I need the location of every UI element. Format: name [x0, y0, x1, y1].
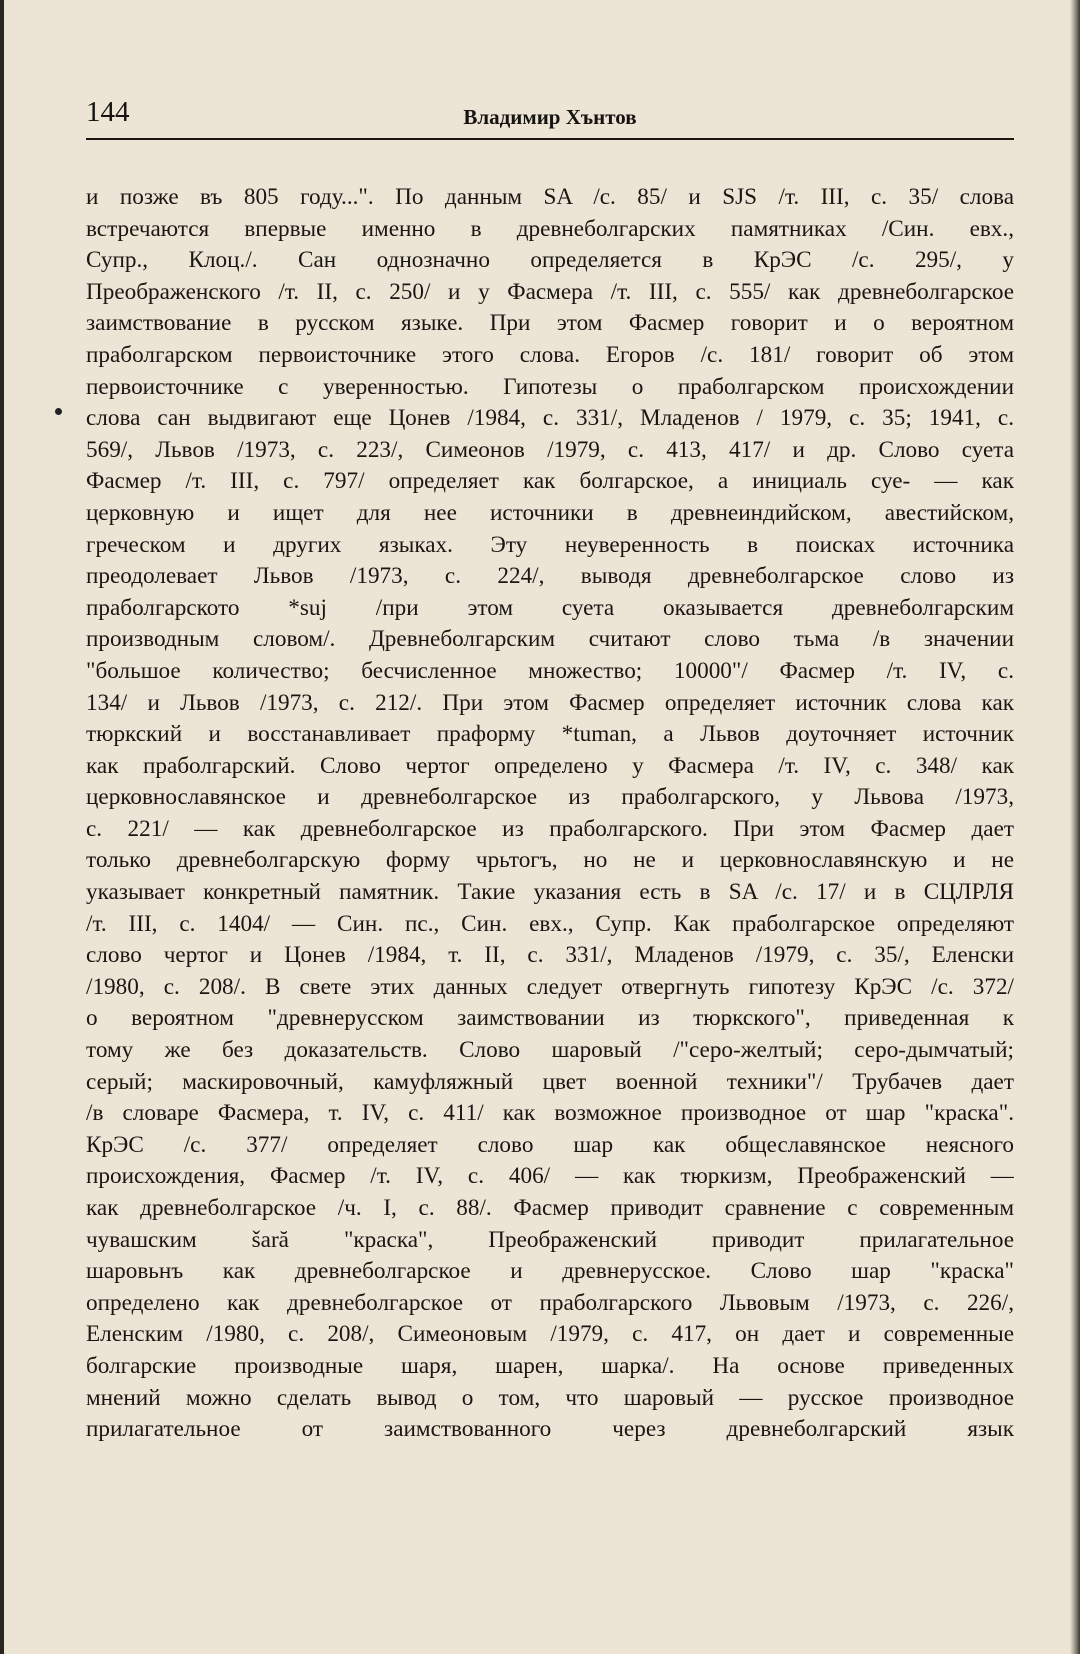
- page-left-edge: [0, 0, 4, 1654]
- page-header: [86, 92, 1014, 140]
- text-line: преодолевает Львов /1973, с. 224/, выводя древнеболгарское слово из: [86, 563, 1014, 590]
- text-line: как праболгарский. Слово чертог определено у Фасмера /т. IV, с. 348/ как: [86, 752, 1014, 779]
- text-line: встречаются впервые именно в древнеболгарских памятниках /Син. евх.,: [86, 215, 1014, 242]
- page-right-edge: [1070, 0, 1080, 1654]
- text-line: серый; маскировочный, камуфляжный цвет военной техники"/ Трубачев дает: [86, 1068, 1014, 1095]
- text-line: слова сан выдвигают еще Цонев /1984, с. 331/, Младенов / 1979, с. 35; 1941, с.: [86, 405, 1014, 432]
- text-line: слово чертог и Цонев /1984, т. II, с. 331/, Младенов /1979, с. 35/, Еленски: [86, 942, 1014, 969]
- text-line: шаровьнъ как древнеболгарское и древнерусское. Слово шар "краска": [86, 1258, 1014, 1285]
- text-line: Преображенского /т. II, с. 250/ и у Фасмера /т. III, с. 555/ как древнеболгарское: [86, 278, 1014, 305]
- text-line: церковнославянское и древнеболгарское из праболгарского, у Львова /1973,: [86, 784, 1014, 811]
- text-line: тюркский и восстанавливает праформу *tuman, а Львов доуточняет источник: [86, 721, 1014, 748]
- text-line: церковную и ищет для нее источники в древнеиндийском, авестийском,: [86, 499, 1014, 526]
- text-line: греческом и других языках. Эту неуверенность в поисках источника: [86, 531, 1014, 558]
- running-head: Владимир Хънтов: [463, 105, 637, 129]
- text-line: Еленским /1980, с. 208/, Симеоновым /1979, с. 417, он дает и современные: [86, 1321, 1014, 1348]
- text-line: производным словом/. Древнеболгарским считают слово тьма /в значении: [86, 626, 1014, 653]
- text-line: о вероятном "древнерусском заимствовании из тюркского", приведенная к: [86, 1005, 1014, 1032]
- text-line: /т. III, с. 1404/ — Син. пс., Син. евх., Супр. Как праболгарское определяют: [86, 910, 1014, 937]
- text-line: болгарские производные шаря, шарен, шарка/. На основе приведенных: [86, 1352, 1014, 1379]
- text-line: происхождения, Фасмер /т. IV, с. 406/ — как тюркизм, Преображенский —: [86, 1163, 1014, 1190]
- text-line: определено как древнеболгарское от праболгарского Львовым /1973, с. 226/,: [86, 1289, 1014, 1316]
- text-line: КрЭС /с. 377/ определяет слово шар как общеславянское неясного: [86, 1131, 1014, 1158]
- text-line: и позже въ 805 году...". По данным SA /с. 85/ и SJS /т. III, с. 35/ слова: [86, 184, 1014, 210]
- text-line: тому же без доказательств. Слово шаровый /"серо-желтый; серо-дымчатый;: [86, 1037, 1014, 1064]
- text-line: только древнеболгарскую форму чрьтогъ, но не и церковнославянскую и не: [86, 847, 1014, 874]
- body-text: [86, 182, 1014, 1446]
- text-line: чувашским šară "краска", Преображенский приводит прилагательное: [86, 1226, 1014, 1253]
- text-line: Супр., Клоц./. Сан однозначно определяется в КрЭС /с. 295/, у: [86, 247, 1014, 274]
- text-line: прилагательное от заимствованного через древнеболгарский язык: [86, 1416, 1014, 1443]
- page-number: 144: [86, 96, 130, 128]
- text-line: указывает конкретный памятник. Такие указания есть в SA /с. 17/ и в СЦЛРЛЯ: [86, 879, 1014, 906]
- text-line: "большое количество; бесчисленное множество; 10000"/ Фасмер /т. IV, с.: [86, 657, 1014, 684]
- text-line: /в словаре Фасмера, т. IV, с. 411/ как возможное производное от шар "краска".: [86, 1100, 1014, 1127]
- text-line: 569/, Львов /1973, с. 223/, Симеонов /1979, с. 413, 417/ и др. Слово суета: [86, 436, 1014, 463]
- text-line: /1980, с. 208/. В свете этих данных следует отвергнуть гипотезу КрЭС /с. 372/: [86, 973, 1014, 1000]
- text-line: заимствование в русском языке. При этом Фасмер говорит и о вероятном: [86, 310, 1014, 337]
- text-line: с. 221/ — как древнеболгарское из праболгарского. При этом Фасмер дает: [86, 815, 1014, 842]
- text-line: мнений можно сделать вывод о том, что шаровый — русское производное: [86, 1384, 1014, 1411]
- text-line: Фасмер /т. III, с. 797/ определяет как болгарское, а инициаль суе- — как: [86, 468, 1014, 495]
- text-line: первоисточнике с уверенностью. Гипотезы о праболгарском происхождении: [86, 373, 1014, 400]
- margin-dot-mark: [55, 408, 62, 415]
- text-line: праболгарското *suj /при этом суета оказывается древнеболгарским: [86, 594, 1014, 621]
- text-line: 134/ и Львов /1973, с. 212/. При этом Фасмер определяет источник слова как: [86, 689, 1014, 716]
- text-line: праболгарском первоисточнике этого слова. Егоров /с. 181/ говорит об этом: [86, 341, 1014, 368]
- text-line: как древнеболгарское /ч. I, с. 88/. Фасмер приводит сравнение с современным: [86, 1195, 1014, 1221]
